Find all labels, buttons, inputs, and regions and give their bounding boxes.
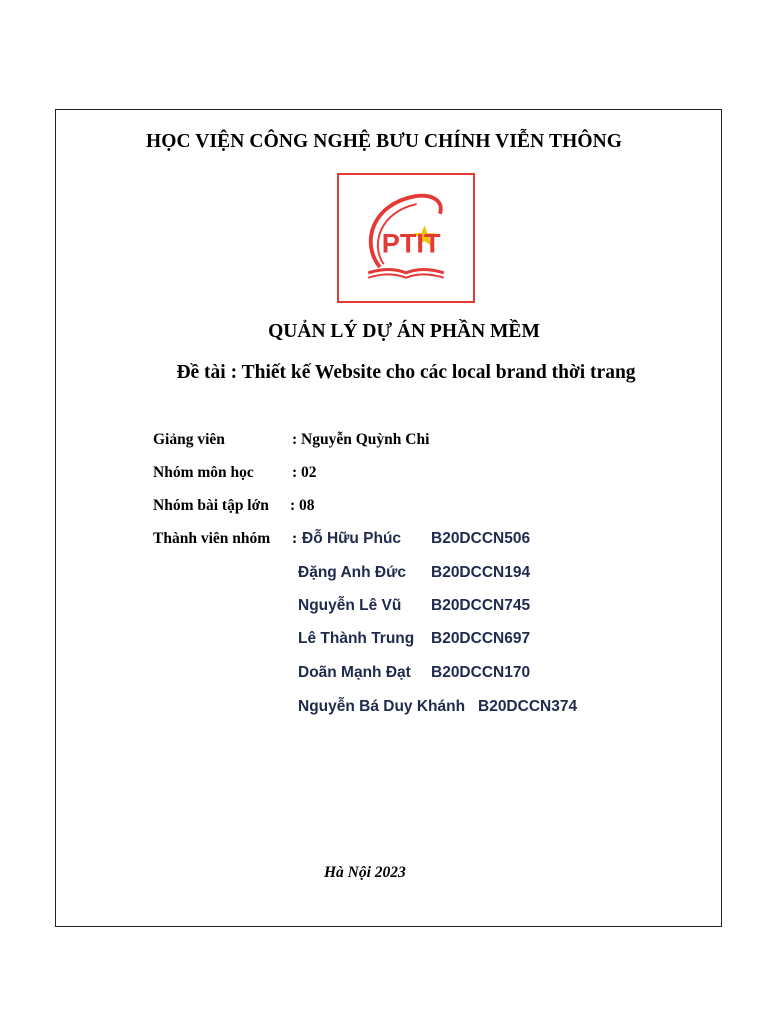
member-name: Lê Thành Trung xyxy=(298,630,415,647)
ptit-logo-graphic xyxy=(339,175,473,301)
member-name: Nguyễn Bá Duy Khánh xyxy=(298,698,466,715)
course-title: QUẢN LÝ DỰ ÁN PHẦN MỀM xyxy=(268,321,540,342)
info-label: Giảng viên xyxy=(153,431,225,448)
info-value: : Nguyễn Quỳnh Chi xyxy=(292,431,430,448)
info-label: Nhóm môn học xyxy=(153,464,254,481)
member-name: Đỗ Hữu Phúc xyxy=(302,530,402,547)
member-name: Đặng Anh Đức xyxy=(298,564,406,581)
institution-name: HỌC VIỆN CÔNG NGHỆ BƯU CHÍNH VIỄN THÔNG xyxy=(145,131,623,152)
info-value: : 08 xyxy=(290,497,315,514)
info-value: : 02 xyxy=(292,464,317,481)
member-id: B20DCCN506 xyxy=(431,530,531,547)
info-label: Nhóm bài tập lớn xyxy=(153,497,269,514)
member-id: B20DCCN745 xyxy=(431,597,531,614)
member-name: Nguyễn Lê Vũ xyxy=(298,597,402,614)
info-value: : xyxy=(292,530,298,547)
member-id: B20DCCN170 xyxy=(431,664,531,681)
topic-title: Đề tài : Thiết kế Website cho các local brand thời trang xyxy=(176,362,636,383)
info-label: Thành viên nhóm xyxy=(153,530,271,547)
member-id: B20DCCN194 xyxy=(431,564,531,581)
member-id: B20DCCN374 xyxy=(478,698,578,715)
place-date: Hà Nội 2023 xyxy=(324,864,406,881)
logo-text: PTIT xyxy=(381,227,441,259)
member-name: Doãn Mạnh Đạt xyxy=(298,664,411,681)
ptit-logo xyxy=(337,173,475,303)
member-id: B20DCCN697 xyxy=(431,630,531,647)
